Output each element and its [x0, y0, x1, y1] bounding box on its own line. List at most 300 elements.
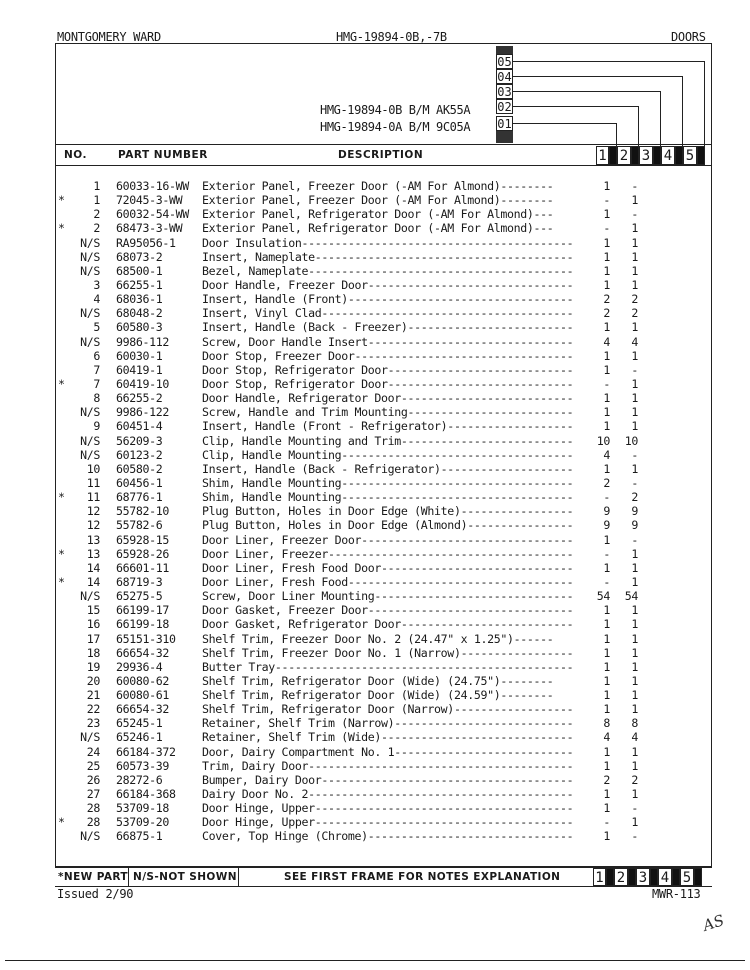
- quantity-model-1: 4: [603, 447, 610, 462]
- table-row: [58, 264, 708, 278]
- quantity-model-1: 1: [603, 532, 610, 547]
- item-number: 20: [86, 673, 100, 688]
- table-row: [58, 787, 708, 801]
- quantity-model-1: 8: [603, 716, 610, 731]
- quantity-model-1: 1: [603, 362, 610, 377]
- quantity-model-1: 2: [603, 292, 610, 307]
- quantity-model-2: 1: [631, 419, 638, 434]
- item-number: 12: [86, 518, 100, 533]
- item-number: N/S: [80, 589, 100, 604]
- part-number: 65928-26: [116, 546, 170, 561]
- model-code: HMG-19894-0B,-7B: [336, 30, 447, 44]
- part-description: Clip, Handle Mounting and Trim--------------------------: [202, 433, 574, 448]
- quantity-model-1: 1: [603, 348, 610, 363]
- quantity-model-1: 4: [603, 730, 610, 745]
- quantity-model-2: -: [631, 475, 638, 490]
- part-number: 53709-18: [116, 801, 170, 816]
- item-number: N/S: [80, 829, 100, 844]
- part-description: Door Gasket, Refrigerator Door--------------------------: [202, 617, 574, 632]
- quantity-model-1: 1: [603, 391, 610, 406]
- part-description: Screw, Door Liner Mounting------------------------------: [202, 589, 574, 604]
- part-description: Door Liner, Fresh Food Door-----------------------------: [202, 560, 574, 575]
- part-number: 56209-3: [116, 433, 163, 448]
- part-description: Shelf Trim, Refrigerator Door (Wide) (24.75")--------: [202, 673, 554, 688]
- col-num-1: 1: [596, 146, 609, 165]
- part-description: Exterior Panel, Refrigerator Door (-AM For Almond)---: [202, 221, 554, 236]
- quantity-model-1: 1: [603, 603, 610, 618]
- quantity-model-2: 9: [631, 504, 638, 519]
- quantity-model-2: 1: [631, 348, 638, 363]
- quantity-model-2: 2: [631, 772, 638, 787]
- item-number: 28: [86, 815, 100, 830]
- part-number: 55782-6: [116, 518, 163, 533]
- quantity-model-1: 54: [596, 589, 610, 604]
- part-number: 68719-3: [116, 574, 163, 589]
- part-description: Shelf Trim, Freezer Door No. 2 (24.47" x 1.25")------: [202, 631, 554, 646]
- table-row: [58, 829, 708, 843]
- new-part-marker: *: [58, 193, 65, 208]
- item-number: 1: [93, 193, 100, 208]
- part-description: Door Hinge, Upper---------------------------------------: [202, 815, 574, 830]
- part-number: 9986-122: [116, 405, 170, 420]
- item-number: 4: [93, 292, 100, 307]
- table-row: [58, 476, 708, 490]
- col-header-description: DESCRIPTION: [338, 149, 424, 161]
- quantity-model-1: 10: [596, 433, 610, 448]
- part-description: Butter Tray---------------------------------------------: [202, 659, 574, 674]
- table-row: [58, 236, 708, 250]
- quantity-model-1: -: [603, 490, 610, 505]
- item-number: 8: [93, 391, 100, 406]
- quantity-model-2: 1: [631, 235, 638, 250]
- connector-05: [513, 61, 705, 62]
- quantity-model-1: 1: [603, 207, 610, 222]
- model-line-1: HMG-19894-0B B/M AK55A: [320, 103, 471, 117]
- quantity-model-2: 1: [631, 461, 638, 476]
- quantity-model-1: 1: [603, 673, 610, 688]
- quantity-model-1: -: [603, 193, 610, 208]
- part-description: Door Stop, Refrigerator Door----------------------------: [202, 362, 574, 377]
- part-number: 29936-4: [116, 659, 163, 674]
- quantity-model-1: -: [603, 574, 610, 589]
- footer-num-4: 4: [658, 868, 672, 886]
- part-description: Shelf Trim, Freezer Door No. 1 (Narrow)-----------------: [202, 645, 574, 660]
- slot-cap-bottom: [496, 131, 513, 143]
- quantity-model-1: -: [603, 546, 610, 561]
- item-number: 15: [86, 603, 100, 618]
- part-number: 65245-1: [116, 716, 163, 731]
- quantity-model-2: -: [631, 362, 638, 377]
- part-number: 60573-39: [116, 758, 170, 773]
- table-row: [58, 278, 708, 292]
- item-number: 18: [86, 645, 100, 660]
- col-header-no: NO.: [64, 149, 87, 161]
- item-number: 25: [86, 758, 100, 773]
- table-row: [58, 250, 708, 264]
- part-number: 60580-2: [116, 461, 163, 476]
- part-description: Insert, Handle (Front - Refrigerator)-------------------: [202, 419, 574, 434]
- part-number: 68473-3-WW: [116, 221, 183, 236]
- table-row: [58, 221, 708, 235]
- part-number: 66184-372: [116, 744, 176, 759]
- table-row: [58, 660, 708, 674]
- part-number: 66255-2: [116, 391, 163, 406]
- part-number: 60419-10: [116, 376, 170, 391]
- new-part-marker: *: [58, 221, 65, 236]
- table-row: [58, 405, 708, 419]
- quantity-model-2: 9: [631, 518, 638, 533]
- part-number: 53709-20: [116, 815, 170, 830]
- part-number: 66255-1: [116, 277, 163, 292]
- table-row: [58, 745, 708, 759]
- part-number: 66654-32: [116, 645, 170, 660]
- quantity-model-1: 1: [603, 320, 610, 335]
- connector-04: [513, 76, 683, 77]
- part-description: Door Stop, Freezer Door---------------------------------: [202, 348, 574, 363]
- table-row: [58, 320, 708, 334]
- quantity-model-2: 1: [631, 603, 638, 618]
- connector-02: [513, 106, 639, 107]
- table-row: [58, 419, 708, 433]
- table-row: [58, 603, 708, 617]
- quantity-model-2: -: [631, 179, 638, 193]
- quantity-model-2: 1: [631, 688, 638, 703]
- part-description: Door Liner, Freezer Door--------------------------------: [202, 532, 574, 547]
- quantity-model-2: 1: [631, 560, 638, 575]
- quantity-model-1: 1: [603, 801, 610, 816]
- part-description: Insert, Handle (Front)----------------------------------: [202, 292, 574, 307]
- part-number: 65151-310: [116, 631, 176, 646]
- part-number: 66875-1: [116, 829, 163, 844]
- new-part-marker: *: [58, 815, 65, 830]
- table-row: [58, 490, 708, 504]
- part-description: Door Gasket, Freezer Door-------------------------------: [202, 603, 574, 618]
- quantity-model-1: 2: [603, 772, 610, 787]
- footer-num-1: 1: [593, 868, 606, 886]
- part-number: 60080-61: [116, 688, 170, 703]
- part-number: RA95056-1: [116, 235, 176, 250]
- quantity-model-1: 2: [603, 306, 610, 321]
- quantity-model-2: -: [631, 447, 638, 462]
- table-row: [58, 617, 708, 631]
- col-num-2: 2: [617, 146, 631, 165]
- footer-num-2: 2: [614, 868, 628, 886]
- quantity-model-2: 1: [631, 405, 638, 420]
- table-row: [58, 674, 708, 688]
- model-line-2: HMG-19894-0A B/M 9C05A: [320, 120, 471, 134]
- quantity-model-2: 1: [631, 702, 638, 717]
- item-number: N/S: [80, 235, 100, 250]
- quantity-model-2: 2: [631, 306, 638, 321]
- table-row: [58, 391, 708, 405]
- quantity-model-1: 1: [603, 461, 610, 476]
- part-description: Cover, Top Hinge (Chrome)-------------------------------: [202, 829, 574, 844]
- table-row: [58, 193, 708, 207]
- table-row: [58, 335, 708, 349]
- item-number: 22: [86, 702, 100, 717]
- item-number: 6: [93, 348, 100, 363]
- quantity-model-2: 10: [624, 433, 638, 448]
- table-row: [58, 801, 708, 815]
- part-description: Bezel, Nameplate----------------------------------------: [202, 263, 574, 278]
- item-number: 24: [86, 744, 100, 759]
- quantity-model-2: 2: [631, 292, 638, 307]
- item-number: N/S: [80, 249, 100, 264]
- part-description: Shim, Handle Mounting-----------------------------------: [202, 490, 574, 505]
- section-title: DOORS: [671, 30, 706, 44]
- part-description: Shelf Trim, Refrigerator Door (Wide) (24.59")--------: [202, 688, 554, 703]
- part-description: Screw, Door Handle Insert-------------------------------: [202, 334, 574, 349]
- quantity-model-2: 1: [631, 546, 638, 561]
- quantity-model-2: 1: [631, 631, 638, 646]
- quantity-model-2: 1: [631, 277, 638, 292]
- quantity-model-2: 1: [631, 193, 638, 208]
- part-description: Shim, Handle Mounting-----------------------------------: [202, 475, 574, 490]
- item-number: 10: [86, 461, 100, 476]
- table-row: [58, 815, 708, 829]
- part-number: 68036-1: [116, 292, 163, 307]
- quantity-model-2: 54: [624, 589, 638, 604]
- quantity-model-1: 1: [603, 235, 610, 250]
- quantity-model-1: 9: [603, 518, 610, 533]
- quantity-model-2: 4: [631, 730, 638, 745]
- quantity-model-1: 1: [603, 249, 610, 264]
- part-description: Insert, Handle (Back - Refrigerator)--------------------: [202, 461, 574, 476]
- quantity-model-1: 1: [603, 758, 610, 773]
- quantity-model-1: -: [603, 376, 610, 391]
- new-part-marker: *: [58, 376, 65, 391]
- quantity-model-2: 1: [631, 617, 638, 632]
- quantity-model-1: 1: [603, 688, 610, 703]
- quantity-model-2: 2: [631, 490, 638, 505]
- table-row: [58, 759, 708, 773]
- item-number: N/S: [80, 433, 100, 448]
- quantity-model-2: -: [631, 207, 638, 222]
- item-number: 14: [86, 574, 100, 589]
- part-number: 60030-1: [116, 348, 163, 363]
- quantity-model-1: 9: [603, 504, 610, 519]
- part-description: Insert, Nameplate---------------------------------------: [202, 249, 574, 264]
- quantity-model-1: 2: [603, 475, 610, 490]
- slot-box-01: 01: [497, 117, 512, 131]
- part-description: Door Stop, Refrigerator Door----------------------------: [202, 376, 574, 391]
- part-description: Door Handle, Freezer Door-------------------------------: [202, 277, 574, 292]
- table-row: [58, 533, 708, 547]
- slot-cap-top: [496, 46, 513, 54]
- new-part-marker: *: [58, 574, 65, 589]
- item-number: 2: [93, 221, 100, 236]
- item-number: 14: [86, 560, 100, 575]
- part-description: Exterior Panel, Freezer Door (-AM For Almond)--------: [202, 179, 554, 193]
- table-row: [58, 179, 708, 193]
- item-number: 23: [86, 716, 100, 731]
- footer-num-3: 3: [636, 868, 650, 886]
- quantity-model-2: -: [631, 532, 638, 547]
- table-row: [58, 632, 708, 646]
- quantity-model-1: 1: [603, 277, 610, 292]
- quantity-model-1: 1: [603, 405, 610, 420]
- item-number: N/S: [80, 405, 100, 420]
- quantity-model-2: -: [631, 801, 638, 816]
- part-description: Exterior Panel, Freezer Door (-AM For Almond)--------: [202, 193, 554, 208]
- part-description: Plug Button, Holes in Door Edge (White)-----------------: [202, 504, 574, 519]
- col-num-3: 3: [639, 146, 653, 165]
- part-number: 66184-368: [116, 787, 176, 802]
- item-number: N/S: [80, 306, 100, 321]
- part-number: 65928-15: [116, 532, 170, 547]
- part-number: 60033-16-WW: [116, 179, 189, 193]
- part-description: Retainer, Shelf Trim (Narrow)---------------------------: [202, 716, 574, 731]
- part-number: 55782-10: [116, 504, 170, 519]
- part-description: Door Insulation-----------------------------------------: [202, 235, 574, 250]
- quantity-model-2: 1: [631, 645, 638, 660]
- quantity-model-2: -: [631, 829, 638, 844]
- part-number: 60419-1: [116, 362, 163, 377]
- item-number: 19: [86, 659, 100, 674]
- page-bottom-rule: [5, 960, 745, 961]
- legend-new-part: *NEW PART: [58, 871, 128, 883]
- item-number: N/S: [80, 447, 100, 462]
- quantity-model-1: 1: [603, 179, 610, 193]
- table-row: [58, 688, 708, 702]
- quantity-model-2: 1: [631, 744, 638, 759]
- table-row: [58, 547, 708, 561]
- quantity-model-1: 1: [603, 263, 610, 278]
- quantity-model-2: 4: [631, 334, 638, 349]
- connector-01: [513, 123, 617, 124]
- part-number: 66199-18: [116, 617, 170, 632]
- table-row: [58, 589, 708, 603]
- part-description: Clip, Handle Mounting-----------------------------------: [202, 447, 574, 462]
- quantity-model-1: 1: [603, 645, 610, 660]
- handwritten-initials: AS: [700, 911, 727, 935]
- table-row: [58, 434, 708, 448]
- item-number: 3: [93, 277, 100, 292]
- quantity-model-2: 1: [631, 815, 638, 830]
- part-number: 65246-1: [116, 730, 163, 745]
- part-description: Door Liner, Freezer-------------------------------------: [202, 546, 574, 561]
- part-description: Door Handle, Refrigerator Door--------------------------: [202, 391, 574, 406]
- item-number: 21: [86, 688, 100, 703]
- part-number: 68500-1: [116, 263, 163, 278]
- col-num-5: 5: [683, 146, 697, 165]
- part-description: Screw, Handle and Trim Mounting-------------------------: [202, 405, 574, 420]
- quantity-model-2: 8: [631, 716, 638, 731]
- col-num-4: 4: [661, 146, 675, 165]
- item-number: 12: [86, 504, 100, 519]
- table-row: [58, 349, 708, 363]
- quantity-model-2: 1: [631, 787, 638, 802]
- quantity-model-1: 1: [603, 787, 610, 802]
- item-number: N/S: [80, 263, 100, 278]
- slot-box-02: 02: [497, 100, 512, 114]
- quantity-model-1: 1: [603, 631, 610, 646]
- item-number: 5: [93, 320, 100, 335]
- part-number: 60080-62: [116, 673, 170, 688]
- parts-list: [58, 179, 708, 844]
- part-description: Bumper, Dairy Door--------------------------------------: [202, 772, 574, 787]
- table-row: [58, 504, 708, 518]
- part-number: 60456-1: [116, 475, 163, 490]
- quantity-model-2: 1: [631, 673, 638, 688]
- item-number: 9: [93, 419, 100, 434]
- quantity-model-1: 1: [603, 702, 610, 717]
- item-number: N/S: [80, 730, 100, 745]
- part-description: Trim, Dairy Door----------------------------------------: [202, 758, 574, 773]
- table-row: [58, 207, 708, 221]
- item-number: 27: [86, 787, 100, 802]
- new-part-marker: *: [58, 490, 65, 505]
- table-row: [58, 363, 708, 377]
- quantity-model-1: 1: [603, 659, 610, 674]
- item-number: 13: [86, 546, 100, 561]
- part-description: Door Hinge, Upper---------------------------------------: [202, 801, 574, 816]
- table-row: [58, 518, 708, 532]
- part-number: 60451-4: [116, 419, 163, 434]
- quantity-model-1: 4: [603, 334, 610, 349]
- table-row: [58, 306, 708, 320]
- issued-date: Issued 2/90: [57, 887, 134, 901]
- part-description: Door, Dairy Compartment No. 1---------------------------: [202, 744, 574, 759]
- footer-note: SEE FIRST FRAME FOR NOTES EXPLANATION: [284, 871, 561, 883]
- slot-box-05: 05: [497, 55, 512, 69]
- part-number: 66199-17: [116, 603, 170, 618]
- item-number: 2: [93, 207, 100, 222]
- slot-box-03: 03: [497, 85, 512, 99]
- part-number: 72045-3-WW: [116, 193, 183, 208]
- quantity-model-1: 1: [603, 617, 610, 632]
- part-number: 68048-2: [116, 306, 163, 321]
- part-description: Shelf Trim, Refrigerator Door (Narrow)------------------: [202, 702, 574, 717]
- part-number: 65275-5: [116, 589, 163, 604]
- part-description: Dairy Door No. 2----------------------------------------: [202, 787, 574, 802]
- table-row: [58, 646, 708, 660]
- quantity-model-2: 1: [631, 659, 638, 674]
- item-number: 13: [86, 532, 100, 547]
- page-code: MWR-113: [652, 887, 701, 901]
- table-row: [58, 462, 708, 476]
- part-number: 66654-32: [116, 702, 170, 717]
- part-description: Door Liner, Fresh Food----------------------------------: [202, 574, 574, 589]
- item-number: 26: [86, 772, 100, 787]
- item-number: 28: [86, 801, 100, 816]
- part-number: 60032-54-WW: [116, 207, 189, 222]
- quantity-model-1: -: [603, 815, 610, 830]
- quantity-model-2: 1: [631, 758, 638, 773]
- table-row: [58, 377, 708, 391]
- part-number: 66601-11: [116, 560, 170, 575]
- item-number: 17: [86, 631, 100, 646]
- quantity-model-2: 1: [631, 391, 638, 406]
- item-number: 7: [93, 362, 100, 377]
- part-number: 60123-2: [116, 447, 163, 462]
- part-number: 28272-6: [116, 772, 163, 787]
- connector-03: [513, 91, 661, 92]
- table-row: [58, 575, 708, 589]
- part-description: Insert, Handle (Back - Freezer)-------------------------: [202, 320, 574, 335]
- part-number: 60580-3: [116, 320, 163, 335]
- part-number: 9986-112: [116, 334, 170, 349]
- quantity-model-2: 1: [631, 263, 638, 278]
- item-number: 16: [86, 617, 100, 632]
- slot-box-04: 04: [497, 70, 512, 84]
- part-description: Insert, Vinyl Clad--------------------------------------: [202, 306, 574, 321]
- quantity-model-1: 1: [603, 744, 610, 759]
- quantity-model-2: 1: [631, 221, 638, 236]
- table-row: [58, 448, 708, 462]
- footer-num-5: 5: [680, 868, 694, 886]
- part-number: 68073-2: [116, 249, 163, 264]
